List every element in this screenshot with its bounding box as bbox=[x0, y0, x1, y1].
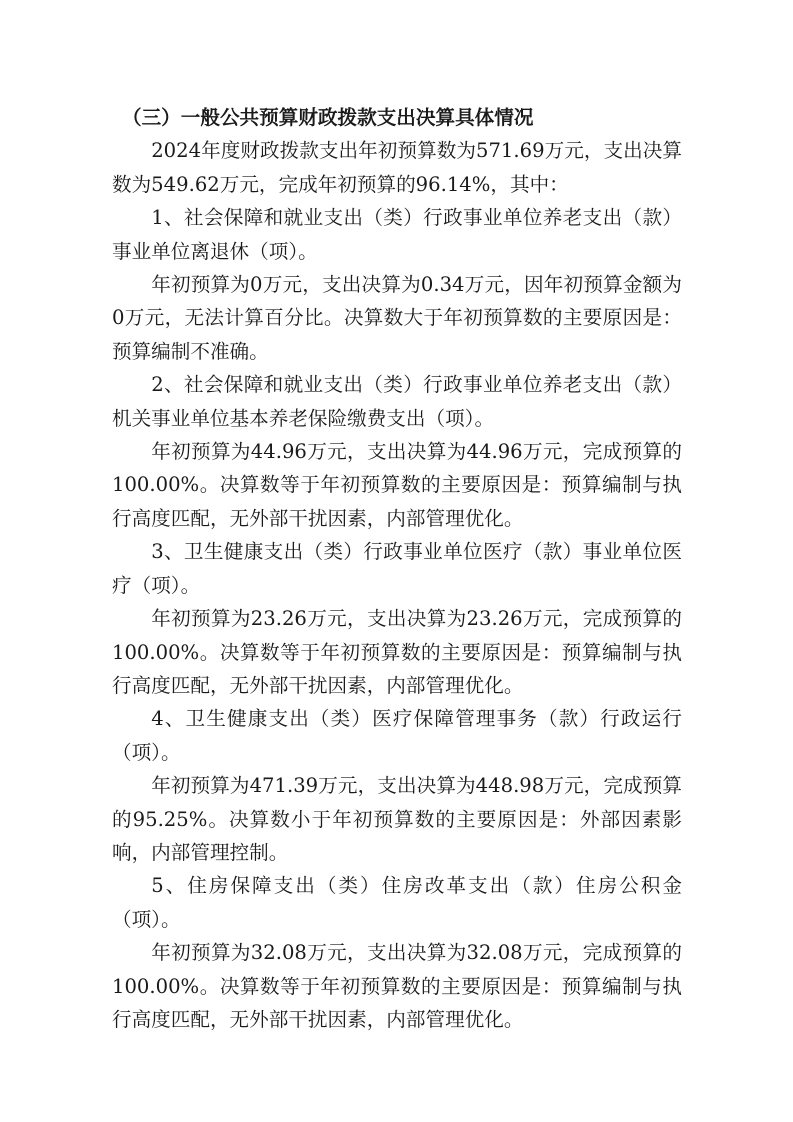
paragraph-item-1-detail: 年初预算为0万元，支出决算为0.34万元，因年初预算金额为0万元，无法计算百分比。决算数大于年初预算数的主要原因是：预算编制不准确。 bbox=[112, 273, 682, 363]
paragraph-item-5-detail: 年初预算为32.08万元，支出决算为32.08万元，完成预算的100.00%。决算数等于年初预算数的主要原因是：预算编制与执行高度匹配，无外部干扰因素，内部管理优化。 bbox=[112, 941, 682, 1031]
document-page bbox=[112, 101, 682, 1036]
section-title: （三）一般公共预算财政拨款支出决算具体情况 bbox=[122, 106, 534, 129]
paragraph-item-4-heading: 4、卫生健康支出（类）医疗保障管理事务（款）行政运行（项）。 bbox=[112, 707, 682, 764]
paragraph-item-3-heading: 3、卫生健康支出（类）行政事业单位医疗（款）事业单位医疗（项）。 bbox=[112, 540, 682, 597]
paragraph-summary: 2024年度财政拨款支出年初预算数为571.69万元，支出决算数为549.62万元，完成年初预算的96.14%，其中： bbox=[112, 139, 682, 196]
paragraph-item-2-detail: 年初预算为44.96万元，支出决算为44.96万元，完成预算的100.00%。决算数等于年初预算数的主要原因是：预算编制与执行高度匹配，无外部干扰因素，内部管理优化。 bbox=[112, 440, 682, 530]
paragraph-item-3-detail: 年初预算为23.26万元，支出决算为23.26万元，完成预算的100.00%。决算数等于年初预算数的主要原因是：预算编制与执行高度匹配，无外部干扰因素，内部管理优化。 bbox=[112, 607, 682, 697]
paragraph-item-5-heading: 5、住房保障支出（类）住房改革支出（款）住房公积金（项）。 bbox=[112, 874, 682, 931]
paragraph-item-4-detail: 年初预算为471.39万元，支出决算为448.98万元，完成预算的95.25%。决算数小于年初预算数的主要原因是：外部因素影响，内部管理控制。 bbox=[112, 774, 682, 864]
paragraph-item-2-heading: 2、社会保障和就业支出（类）行政事业单位养老支出（款）机关事业单位基本养老保险缴费支出（项）。 bbox=[112, 373, 682, 430]
paragraph-item-1-heading: 1、社会保障和就业支出（类）行政事业单位养老支出（款）事业单位离退休（项）。 bbox=[112, 206, 682, 263]
